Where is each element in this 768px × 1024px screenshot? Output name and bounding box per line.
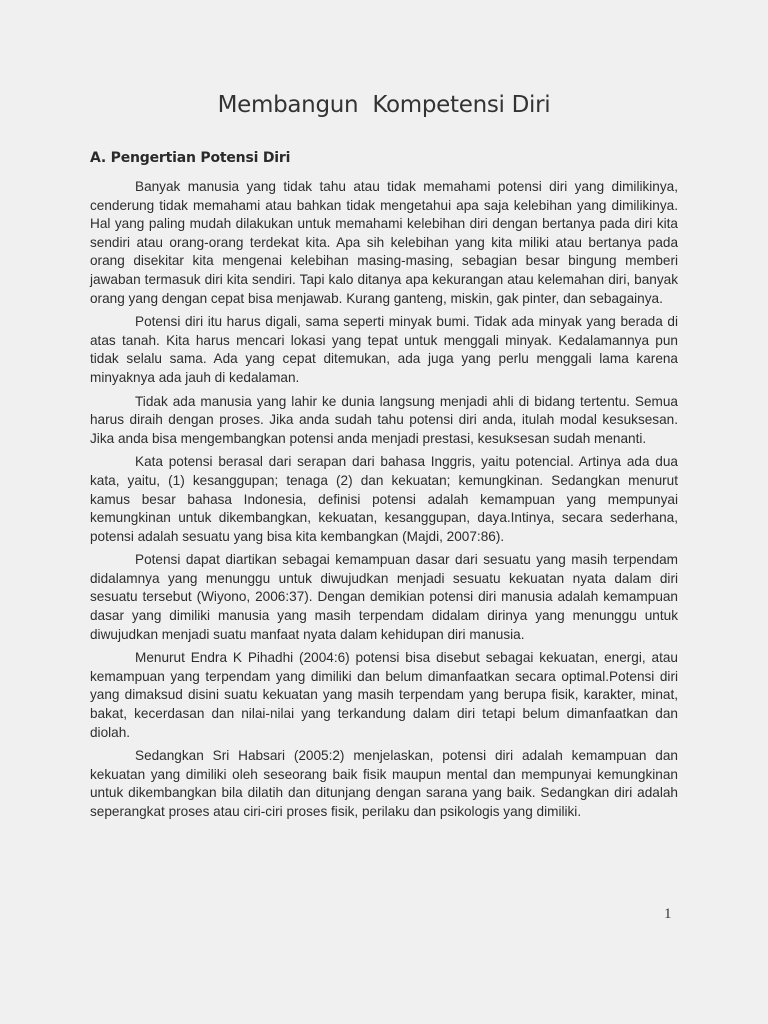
paragraph: Menurut Endra K Pihadhi (2004:6) potensi bisa disebut sebagai kekuatan, energi, atau kemampuan yang terpendam yang dimiliki dan belum dimanfaatkan secara optimal.Potensi diri yang dimaksud disini suatu kekuatan yang masih terpendam yang berupa fisik, karakter, minat, bakat, kecerdasan dan nilai-nilai yang terkandung dalam diri tetapi belum dimanfaatkan dan diolah.: [90, 650, 678, 740]
section-heading: A. Pengertian Potensi Diri: [90, 150, 291, 166]
paragraph: Potensi diri itu harus digali, sama seperti minyak bumi. Tidak ada minyak yang berada di atas tanah. Kita harus mencari lokasi yang tepat untuk menggali minyak. Kedalamannya pun tidak selalu sama. Ada yang cepat ditemukan, ada juga yang perlu menggali lama karena minyaknya ada jauh di kedalaman.: [90, 314, 678, 385]
paragraph: Banyak manusia yang tidak tahu atau tidak memahami potensi diri yang dimilikinya, cenderung tidak memahami atau bahkan tidak mengetahui apa saja kelebihan yang dimilikinya. Hal yang paling mudah dilakukan untuk memahami kelebihan diri dengan bertanya pada diri kita sendiri atau orang-orang terdekat kita. Apa sih kelebihan yang kita miliki atau bertanya pada orang disekitar kita mengenai kelebihan masing-masing, sebagian besar bingung memberi jawaban termasuk diri kita sendiri. Tapi kalo ditanya apa kekurangan atau kelemahan diri, banyak orang yang dengan cepat bisa menjawab. Kurang ganteng, miskin, gak pinter, dan sebagainya.: [90, 179, 678, 306]
page-title: Membangun Kompetensi Diri: [217, 92, 551, 118]
paragraph: Tidak ada manusia yang lahir ke dunia langsung menjadi ahli di bidang tertentu. Semua harus diraih dengan proses. Jika anda sudah tahu potensi diri anda, itulah modal kesuksesan. Jika anda bisa mengembangkan potensi anda menjadi prestasi, kesuksesan sudah menanti.: [90, 393, 678, 446]
paragraph: Kata potensi berasal dari serapan dari bahasa Inggris, yaitu potencial. Artinya ada dua kata, yaitu, (1) kesanggupan; tenaga (2) dan kekuatan; kemungkinan. Sedangkan menurut kamus besar bahasa Indonesia, definisi potensi adalah kemampuan yang mempunyai kemungkinan untuk dikembangkan, kekuatan, kesanggupan, daya.Intinya, secara sederhana, potensi adalah sesuatu yang bisa kita kembangkan (Majdi, 2007:86).: [90, 454, 678, 544]
body-text: [90, 178, 678, 827]
page-number: 1: [664, 906, 672, 922]
paragraph: Potensi dapat diartikan sebagai kemampuan dasar dari sesuatu yang masih terpendam didalamnya yang menunggu untuk diwujudkan menjadi sesuatu kekuatan nyata dalam diri sesuatu tersebut (Wiyono, 2006:37). Dengan demikian potensi diri manusia adalah kemampuan dasar yang dimiliki manusia yang masih terpendam didalam dirinya yang menunggu untuk diwujudkan menjadi suatu manfaat nyata dalam kehidupan diri manusia.: [90, 552, 678, 642]
paragraph: Sedangkan Sri Habsari (2005:2) menjelaskan, potensi diri adalah kemampuan dan kekuatan yang dimiliki oleh seseorang baik fisik maupun mental dan mempunyai kemungkinan untuk dikembangkan bila dilatih dan ditunjang dengan sarana yang baik. Sedangkan diri adalah seperangkat proses atau ciri-ciri proses fisik, perilaku dan psikologis yang dimiliki.: [90, 748, 678, 819]
